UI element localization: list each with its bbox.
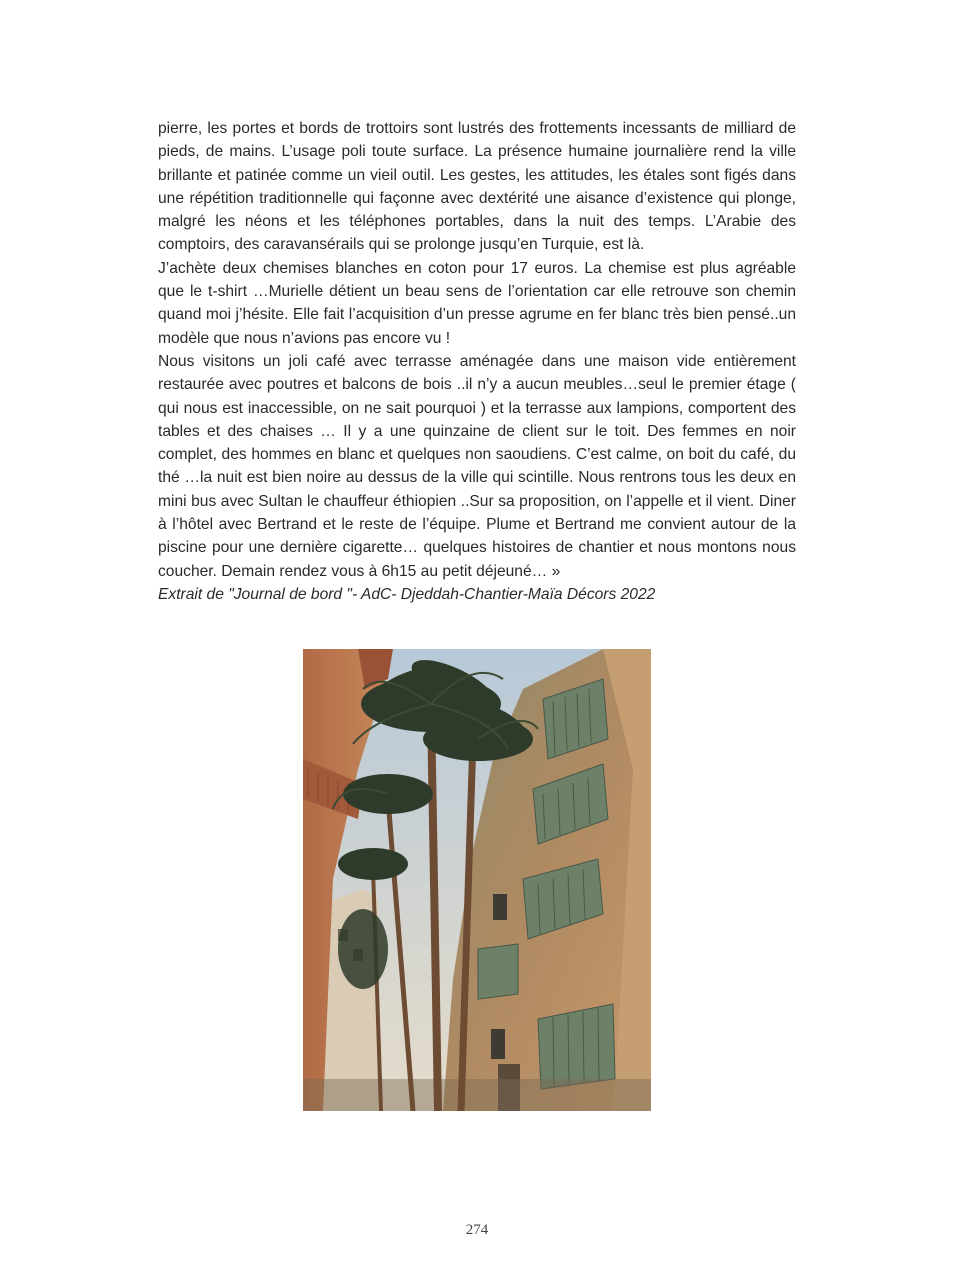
paragraph-1: pierre, les portes et bords de trottoirs sont lustrés des frottements incessants de milliard de pieds, de mains. L’usage poli toute surface. La présence humaine journalière rend la ville brillante et patinée comme un vieil outil. Les gestes, les attitudes, les étales sont figés dans une répétition traditionnelle qui façonne avec dextérité une aisance d’existence qui plonge, malgré les néons et les téléphones portables, dans la nuit des temps. L’Arabie des comptoirs, des caravansérails qui se prolonge jusqu’en Turquie, est là. — [158, 120, 796, 254]
body-text — [158, 117, 796, 606]
source-caption: Extrait de "Journal de bord "- AdC- Djeddah-Chantier-Maïa Décors 2022 — [158, 585, 656, 603]
street-photo-illustration — [303, 649, 651, 1111]
page-number: 274 — [465, 1222, 489, 1238]
paragraph-3: Nous visitons un joli café avec terrasse aménagée dans une maison vide entièrement restaurée avec poutres et balcons de bois ..il n’y a aucun meubles…seul le premier étage ( qui nous est inaccessible, on ne sait pourquoi ) et la terrasse aux lampions, comportent des tables et des chaises … Il y a une quinzaine de client sur le toit. Des femmes en noir complet, des hommes en blanc et quelques non saoudiens. C’est calme, on boit du café, du thé …la nuit est bien noire au dessus de la ville qui scintille. Nous rentrons tous les deux en mini bus avec Sultan le chauffeur éthiopien ..Sur sa proposition, on l’appelle et il vient. Diner à l’hôtel avec Bertrand et le reste de l’équipe. Plume et Bertrand me convient autour de la piscine pour une dernière cigarette… quelques histoires de chantier et nous montons nous coucher. Demain rendez vous à 6h15 au petit déjeuné… » — [158, 352, 796, 580]
paragraph-2: J’achète deux chemises blanches en coton pour 17 euros. La chemise est plus agréable que le t-shirt …Murielle détient un beau sens de l’orientation car elle retrouve son chemin quand moi j’hésite. Elle fait l’acquisition d’un presse agrume en fer blanc très bien pensé..un modèle que nous n’avions pas encore vu ! — [158, 259, 796, 347]
street-photo — [303, 649, 651, 1111]
